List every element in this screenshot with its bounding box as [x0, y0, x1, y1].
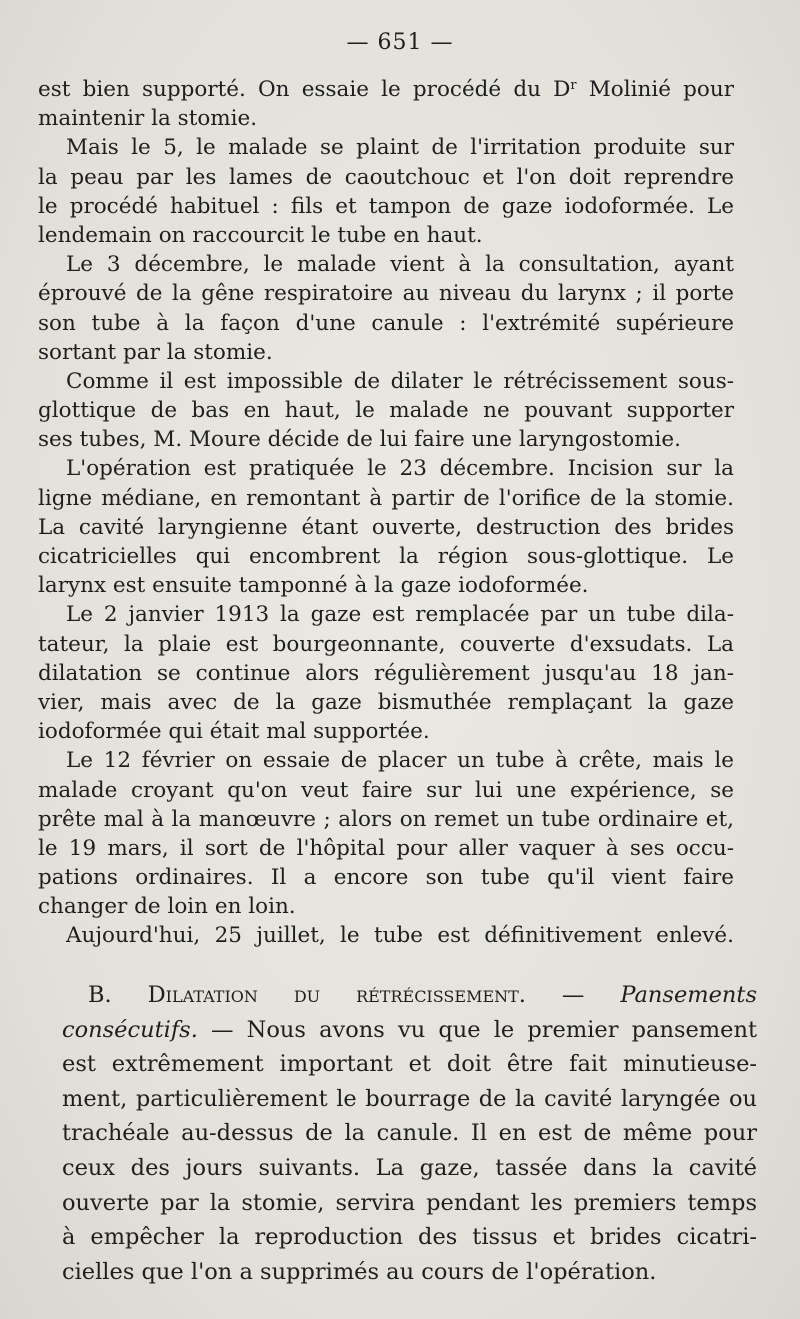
text-line: malade croyant qu'on veut faire sur lui une expérience, se	[38, 777, 734, 803]
text-line: iodoformée qui était mal supportée.	[38, 719, 430, 745]
text-line: consécutifs. — Nous avons vu que le premier pansement	[62, 1016, 757, 1043]
text-line: changer de loin en loin.	[38, 894, 296, 920]
text-line: Mais le 5, le malade se plaint de l'irritation produite sur	[66, 135, 734, 161]
text-line: cielles que l'on a supprimés au cours de l'opération.	[62, 1258, 657, 1285]
text-line: tateur, la plaie est bourgeonnante, couverte d'exsudats. La	[38, 631, 734, 657]
text-line: dilatation se continue alors régulièrement jusqu'au 18 jan-	[38, 660, 734, 686]
section-heading-line: B. Dilatation du rétrécissement. — Pansements	[88, 982, 757, 1008]
text-line: ouverte par la stomie, servira pendant les premiers temps	[62, 1189, 757, 1216]
text-line: pations ordinaires. Il a encore son tube qu'il vient faire	[38, 865, 734, 891]
text-line: vier, mais avec de la gaze bismuthée remplaçant la gaze	[38, 689, 734, 715]
text-line: ment, particulièrement le bourrage de la cavité laryngée ou	[62, 1085, 757, 1112]
text-line: ses tubes, M. Moure décide de lui faire une laryngostomie.	[38, 427, 681, 453]
section-a-text	[38, 75, 734, 951]
text-line: à empêcher la reproduction des tissus et brides cicatri-	[62, 1224, 757, 1251]
section-b-text	[62, 978, 757, 1289]
section-subtitle: Pansements	[620, 982, 757, 1008]
text-line: prête mal à la manœuvre ; alors on remet un tube ordinaire et,	[38, 806, 734, 832]
text-line: la peau par les lames de caoutchouc et l'on doit reprendre	[38, 164, 734, 190]
text-line: cicatricielles qui encombrent la région sous-glottique. Le	[38, 544, 734, 569]
text-line: ceux des jours suivants. La gaze, tassée dans la cavité	[62, 1154, 757, 1181]
text-line: L'opération est pratiquée le 23 décembre. Incision sur la	[66, 456, 734, 482]
text-line: est extrêmement important et doit être fait minutieuse-	[62, 1051, 757, 1078]
text-line: sortant par la stomie.	[38, 339, 273, 365]
text-line: larynx est ensuite tamponné à la gaze iodoformée.	[38, 573, 589, 599]
text-line: le procédé habituel : fils et tampon de gaze iodoformée. Le	[38, 193, 734, 219]
text-line: son tube à la façon d'une canule : l'extrémité supérieure	[38, 310, 734, 336]
text-line: éprouvé de la gêne respiratoire au niveau du larynx ; il porte	[38, 281, 734, 307]
section-heading: B. Dilatation du rétrécissement.	[88, 982, 526, 1008]
text-line: Le 3 décembre, le malade vient à la consultation, ayant	[66, 252, 734, 278]
text-line: Comme il est impossible de dilater le rétrécissement sous-	[66, 368, 734, 394]
text-line: maintenir la stomie.	[38, 106, 258, 132]
text-line: est bien supporté. On essaie le procédé du $D^r$ Molinié pour	[38, 77, 734, 102]
text-line: lendemain on raccourcit le tube en haut.	[38, 222, 483, 248]
text-line: trachéale au-dessus de la canule. Il en est de même pour	[62, 1120, 757, 1147]
text-line: ligne médiane, en remontant à partir de l'orifice de la stomie.	[38, 485, 734, 511]
page-number: — 651 —	[346, 30, 454, 55]
text-line: Aujourd'hui, 25 juillet, le tube est définitivement enlevé.	[66, 923, 734, 949]
text-line: Le 12 février on essaie de placer un tube à crête, mais le	[66, 748, 734, 774]
text-line: La cavité laryngienne étant ouverte, destruction des brides	[38, 514, 734, 540]
text-line: Le 2 janvier 1913 la gaze est remplacée par un tube dila-	[66, 602, 734, 628]
text-line: le 19 mars, il sort de l'hôpital pour aller vaquer à ses occu-	[38, 835, 734, 861]
text-line: glottique de bas en haut, le malade ne pouvant supporter	[38, 398, 734, 424]
